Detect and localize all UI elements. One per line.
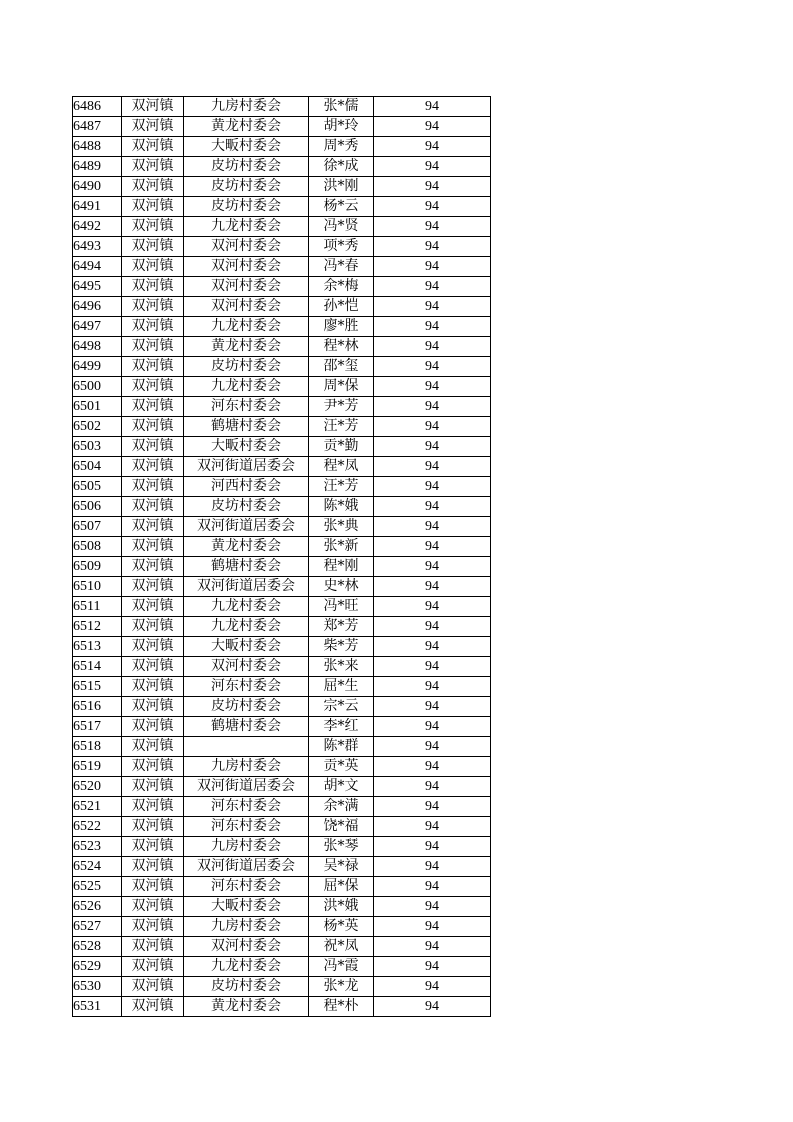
score-cell: 94 [374,417,491,437]
row-id-cell: 6487 [73,117,122,137]
score-cell: 94 [374,337,491,357]
committee-cell: 双河街道居委会 [184,457,309,477]
name-cell: 余*满 [309,797,374,817]
table-row [73,397,491,417]
score-cell: 94 [374,177,491,197]
committee-cell: 皮坊村委会 [184,157,309,177]
score-cell: 94 [374,637,491,657]
committee-cell: 双河街道居委会 [184,577,309,597]
town-cell: 双河镇 [122,257,184,277]
table-row [73,917,491,937]
table-row [73,937,491,957]
committee-cell: 九房村委会 [184,97,309,117]
score-cell: 94 [374,717,491,737]
row-id-cell: 6525 [73,877,122,897]
town-cell: 双河镇 [122,97,184,117]
name-cell: 程*凤 [309,457,374,477]
name-cell: 杨*云 [309,197,374,217]
table-row [73,857,491,877]
row-id-cell: 6495 [73,277,122,297]
score-cell: 94 [374,477,491,497]
name-cell: 贡*勤 [309,437,374,457]
committee-cell: 河东村委会 [184,397,309,417]
name-cell: 孙*恺 [309,297,374,317]
table-row [73,357,491,377]
table-row [73,697,491,717]
score-cell: 94 [374,397,491,417]
table-row [73,337,491,357]
town-cell: 双河镇 [122,417,184,437]
row-id-cell: 6508 [73,537,122,557]
table-row [73,237,491,257]
name-cell: 胡*文 [309,777,374,797]
row-id-cell: 6526 [73,897,122,917]
name-cell: 吴*禄 [309,857,374,877]
town-cell: 双河镇 [122,977,184,997]
town-cell: 双河镇 [122,717,184,737]
town-cell: 双河镇 [122,477,184,497]
row-id-cell: 6491 [73,197,122,217]
name-cell: 屈*生 [309,677,374,697]
town-cell: 双河镇 [122,397,184,417]
committee-cell: 九房村委会 [184,757,309,777]
name-cell: 冯*春 [309,257,374,277]
name-cell: 张*新 [309,537,374,557]
name-cell: 周*秀 [309,137,374,157]
score-cell: 94 [374,217,491,237]
town-cell: 双河镇 [122,557,184,577]
table-row [73,497,491,517]
row-id-cell: 6503 [73,437,122,457]
name-cell: 陈*群 [309,737,374,757]
row-id-cell: 6529 [73,957,122,977]
score-cell: 94 [374,557,491,577]
committee-cell: 大畈村委会 [184,137,309,157]
row-id-cell: 6509 [73,557,122,577]
score-cell: 94 [374,377,491,397]
table-row [73,117,491,137]
committee-cell: 双河村委会 [184,657,309,677]
row-id-cell: 6530 [73,977,122,997]
table-row [73,537,491,557]
score-cell: 94 [374,857,491,877]
town-cell: 双河镇 [122,517,184,537]
name-cell: 洪*娥 [309,897,374,917]
committee-cell: 双河街道居委会 [184,857,309,877]
committee-cell: 河西村委会 [184,477,309,497]
score-cell: 94 [374,777,491,797]
table-row [73,957,491,977]
town-cell: 双河镇 [122,877,184,897]
score-cell: 94 [374,237,491,257]
name-cell: 汪*芳 [309,417,374,437]
name-cell: 冯*旺 [309,597,374,617]
score-cell: 94 [374,937,491,957]
score-cell: 94 [374,657,491,677]
row-id-cell: 6494 [73,257,122,277]
committee-cell: 双河村委会 [184,257,309,277]
row-id-cell: 6510 [73,577,122,597]
committee-cell: 河东村委会 [184,797,309,817]
table-row [73,997,491,1017]
committee-cell: 鹤塘村委会 [184,417,309,437]
row-id-cell: 6496 [73,297,122,317]
row-id-cell: 6512 [73,617,122,637]
name-cell: 周*保 [309,377,374,397]
table-row [73,597,491,617]
name-cell: 项*秀 [309,237,374,257]
table-row [73,437,491,457]
row-id-cell: 6531 [73,997,122,1017]
town-cell: 双河镇 [122,957,184,977]
town-cell: 双河镇 [122,437,184,457]
score-cell: 94 [374,977,491,997]
committee-cell: 大畈村委会 [184,437,309,457]
row-id-cell: 6514 [73,657,122,677]
roster-table [72,96,491,1017]
committee-cell: 黄龙村委会 [184,337,309,357]
row-id-cell: 6504 [73,457,122,477]
row-id-cell: 6507 [73,517,122,537]
table-row [73,277,491,297]
table-row [73,577,491,597]
score-cell: 94 [374,257,491,277]
committee-cell: 九龙村委会 [184,317,309,337]
score-cell: 94 [374,597,491,617]
table-row [73,797,491,817]
committee-cell: 双河街道居委会 [184,517,309,537]
row-id-cell: 6486 [73,97,122,117]
committee-cell: 鹤塘村委会 [184,717,309,737]
table-row [73,657,491,677]
score-cell: 94 [374,697,491,717]
row-id-cell: 6497 [73,317,122,337]
score-cell: 94 [374,157,491,177]
committee-cell: 皮坊村委会 [184,357,309,377]
name-cell: 张*龙 [309,977,374,997]
table-row [73,677,491,697]
name-cell: 饶*福 [309,817,374,837]
row-id-cell: 6489 [73,157,122,177]
town-cell: 双河镇 [122,637,184,657]
town-cell: 双河镇 [122,137,184,157]
name-cell: 汪*芳 [309,477,374,497]
score-cell: 94 [374,837,491,857]
table-row [73,177,491,197]
name-cell: 胡*玲 [309,117,374,137]
table-row [73,757,491,777]
row-id-cell: 6511 [73,597,122,617]
row-id-cell: 6492 [73,217,122,237]
town-cell: 双河镇 [122,317,184,337]
committee-cell: 皮坊村委会 [184,977,309,997]
score-cell: 94 [374,517,491,537]
town-cell: 双河镇 [122,197,184,217]
score-cell: 94 [374,757,491,777]
row-id-cell: 6515 [73,677,122,697]
name-cell: 程*林 [309,337,374,357]
committee-cell: 黄龙村委会 [184,997,309,1017]
committee-cell: 双河街道居委会 [184,777,309,797]
score-cell: 94 [374,877,491,897]
town-cell: 双河镇 [122,617,184,637]
name-cell: 张*儒 [309,97,374,117]
score-cell: 94 [374,677,491,697]
score-cell: 94 [374,317,491,337]
row-id-cell: 6505 [73,477,122,497]
row-id-cell: 6528 [73,937,122,957]
town-cell: 双河镇 [122,217,184,237]
name-cell: 张*琴 [309,837,374,857]
committee-cell: 河东村委会 [184,877,309,897]
table-row [73,377,491,397]
row-id-cell: 6521 [73,797,122,817]
town-cell: 双河镇 [122,277,184,297]
town-cell: 双河镇 [122,657,184,677]
committee-cell: 九房村委会 [184,917,309,937]
town-cell: 双河镇 [122,797,184,817]
committee-cell: 黄龙村委会 [184,537,309,557]
name-cell: 李*红 [309,717,374,737]
table-row [73,777,491,797]
table-row [73,817,491,837]
town-cell: 双河镇 [122,177,184,197]
row-id-cell: 6518 [73,737,122,757]
town-cell: 双河镇 [122,737,184,757]
score-cell: 94 [374,957,491,977]
row-id-cell: 6506 [73,497,122,517]
table-row [73,637,491,657]
name-cell: 张*来 [309,657,374,677]
table-row [73,137,491,157]
score-cell: 94 [374,117,491,137]
row-id-cell: 6516 [73,697,122,717]
score-cell: 94 [374,357,491,377]
table-row [73,977,491,997]
score-cell: 94 [374,897,491,917]
committee-cell: 皮坊村委会 [184,177,309,197]
committee-cell: 鹤塘村委会 [184,557,309,577]
committee-cell: 双河村委会 [184,297,309,317]
score-cell: 94 [374,917,491,937]
table-row [73,97,491,117]
town-cell: 双河镇 [122,777,184,797]
committee-cell: 黄龙村委会 [184,117,309,137]
town-cell: 双河镇 [122,997,184,1017]
town-cell: 双河镇 [122,697,184,717]
name-cell: 贡*英 [309,757,374,777]
row-id-cell: 6519 [73,757,122,777]
score-cell: 94 [374,617,491,637]
score-cell: 94 [374,97,491,117]
town-cell: 双河镇 [122,157,184,177]
row-id-cell: 6513 [73,637,122,657]
score-cell: 94 [374,197,491,217]
score-cell: 94 [374,997,491,1017]
table-row [73,197,491,217]
row-id-cell: 6502 [73,417,122,437]
town-cell: 双河镇 [122,377,184,397]
name-cell: 宗*云 [309,697,374,717]
table-row [73,737,491,757]
row-id-cell: 6501 [73,397,122,417]
table-row [73,717,491,737]
town-cell: 双河镇 [122,817,184,837]
committee-cell: 双河村委会 [184,277,309,297]
name-cell: 柴*芳 [309,637,374,657]
row-id-cell: 6499 [73,357,122,377]
score-cell: 94 [374,737,491,757]
row-id-cell: 6524 [73,857,122,877]
name-cell: 邵*玺 [309,357,374,377]
town-cell: 双河镇 [122,597,184,617]
table-row [73,897,491,917]
score-cell: 94 [374,457,491,477]
name-cell: 杨*英 [309,917,374,937]
town-cell: 双河镇 [122,497,184,517]
row-id-cell: 6522 [73,817,122,837]
name-cell: 史*林 [309,577,374,597]
committee-cell: 九龙村委会 [184,217,309,237]
town-cell: 双河镇 [122,757,184,777]
row-id-cell: 6500 [73,377,122,397]
committee-cell: 九龙村委会 [184,617,309,637]
table-row [73,877,491,897]
committee-cell: 九龙村委会 [184,957,309,977]
table-row [73,837,491,857]
committee-cell: 九龙村委会 [184,377,309,397]
town-cell: 双河镇 [122,677,184,697]
score-cell: 94 [374,817,491,837]
name-cell: 徐*成 [309,157,374,177]
town-cell: 双河镇 [122,537,184,557]
name-cell: 张*典 [309,517,374,537]
committee-cell [184,737,309,757]
name-cell: 屈*保 [309,877,374,897]
score-cell: 94 [374,797,491,817]
committee-cell: 双河村委会 [184,237,309,257]
town-cell: 双河镇 [122,897,184,917]
town-cell: 双河镇 [122,577,184,597]
table-row [73,257,491,277]
name-cell: 陈*娥 [309,497,374,517]
score-cell: 94 [374,137,491,157]
name-cell: 程*刚 [309,557,374,577]
row-id-cell: 6523 [73,837,122,857]
town-cell: 双河镇 [122,297,184,317]
committee-cell: 九房村委会 [184,837,309,857]
score-cell: 94 [374,577,491,597]
table-row [73,317,491,337]
committee-cell: 皮坊村委会 [184,197,309,217]
town-cell: 双河镇 [122,457,184,477]
row-id-cell: 6527 [73,917,122,937]
committee-cell: 大畈村委会 [184,637,309,657]
town-cell: 双河镇 [122,237,184,257]
row-id-cell: 6520 [73,777,122,797]
committee-cell: 双河村委会 [184,937,309,957]
row-id-cell: 6488 [73,137,122,157]
row-id-cell: 6493 [73,237,122,257]
table-row [73,477,491,497]
name-cell: 郑*芳 [309,617,374,637]
name-cell: 尹*芳 [309,397,374,417]
name-cell: 祝*凤 [309,937,374,957]
name-cell: 洪*刚 [309,177,374,197]
town-cell: 双河镇 [122,117,184,137]
town-cell: 双河镇 [122,857,184,877]
committee-cell: 河东村委会 [184,817,309,837]
table-row [73,457,491,477]
score-cell: 94 [374,497,491,517]
table-row [73,297,491,317]
committee-cell: 九龙村委会 [184,597,309,617]
score-cell: 94 [374,297,491,317]
committee-cell: 大畈村委会 [184,897,309,917]
table-row [73,517,491,537]
table-row [73,157,491,177]
table-row [73,557,491,577]
table-row [73,217,491,237]
town-cell: 双河镇 [122,357,184,377]
name-cell: 冯*霞 [309,957,374,977]
row-id-cell: 6490 [73,177,122,197]
committee-cell: 河东村委会 [184,677,309,697]
town-cell: 双河镇 [122,837,184,857]
committee-cell: 皮坊村委会 [184,497,309,517]
town-cell: 双河镇 [122,337,184,357]
name-cell: 余*梅 [309,277,374,297]
roster-body [73,97,491,1017]
name-cell: 廖*胜 [309,317,374,337]
town-cell: 双河镇 [122,917,184,937]
row-id-cell: 6517 [73,717,122,737]
name-cell: 程*朴 [309,997,374,1017]
score-cell: 94 [374,277,491,297]
committee-cell: 皮坊村委会 [184,697,309,717]
score-cell: 94 [374,537,491,557]
table-row [73,417,491,437]
town-cell: 双河镇 [122,937,184,957]
table-row [73,617,491,637]
name-cell: 冯*贤 [309,217,374,237]
score-cell: 94 [374,437,491,457]
row-id-cell: 6498 [73,337,122,357]
